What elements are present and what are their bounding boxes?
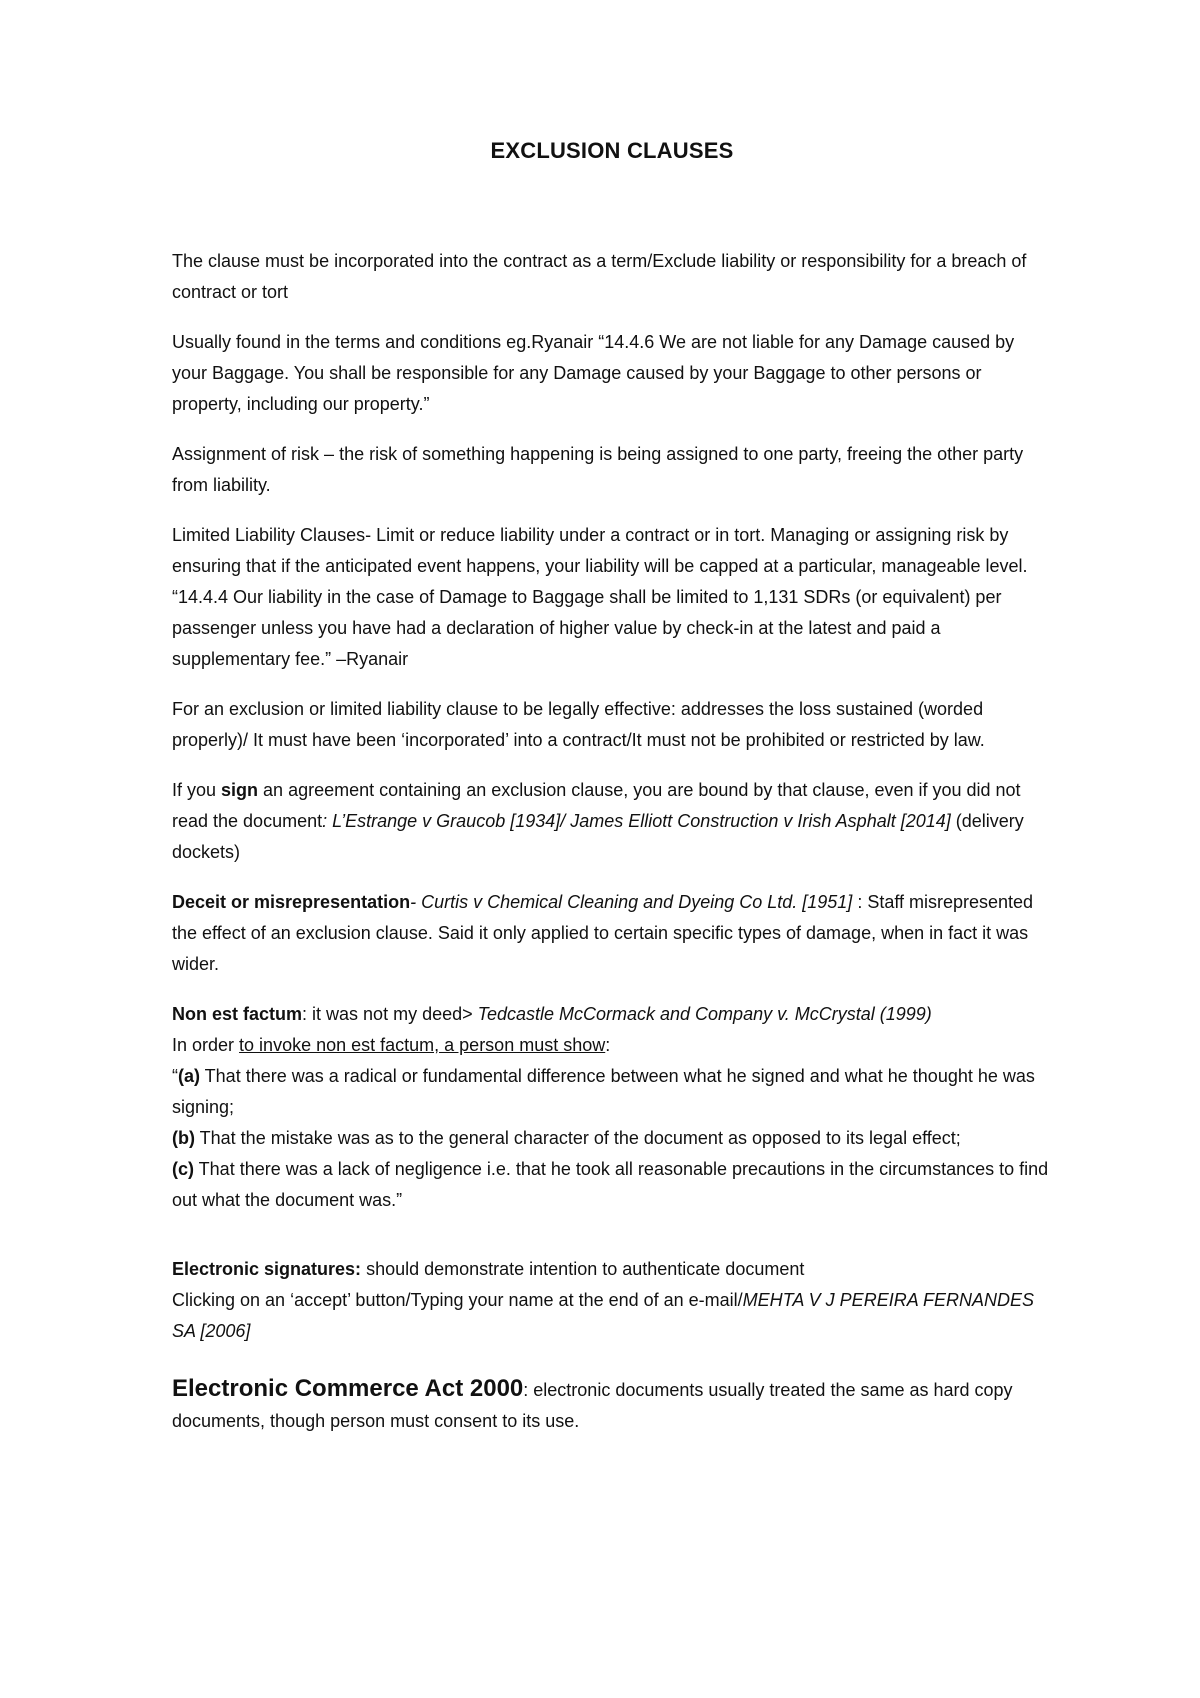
case-citation: - Curtis v Chemical Cleaning and Dyeing Co Ltd. [1951] — [410, 892, 853, 912]
heading-deceit: Deceit or misrepresentation — [172, 892, 411, 912]
text-run: : Staff misrepresented the effect of an exclusion clause. Said it only applied to certain specific types of damage, when in fact it was wider. — [172, 892, 1034, 974]
paragraph-legally-effective: For an exclusion or limited liability clause to be legally effective: addresses the loss sustained (worded properly)/ It must have been ‘incorporated’ into a contract/It must not be prohibited or restricted by law. — [172, 699, 985, 750]
document-page — [172, 138, 1052, 1456]
list-label-a: (a) — [178, 1066, 200, 1086]
paragraph-ryanair-example: Usually found in the terms and conditions eg.Ryanair “14.4.6 We are not liable for any Damage caused by your Baggage. You shall be responsible for any Damage caused by your Baggage to other persons or property, including our property.” — [172, 332, 1015, 414]
spacer — [172, 1235, 1052, 1254]
paragraph-incorporation: The clause must be incorporated into the contract as a term/Exclude liability or responsibility for a breach of contract or tort — [172, 251, 1027, 302]
case-citation: MEHTA V J PEREIRA FERNANDES SA [2006] — [172, 1290, 1035, 1341]
text-run: “ — [172, 1066, 178, 1086]
text-run: If you — [172, 780, 222, 800]
heading-electronic-commerce-act: Electronic Commerce Act 2000 — [172, 1375, 524, 1402]
text-run: Clicking on an ‘accept’ button/Typing your name at the end of an e-mail/ — [172, 1290, 743, 1310]
heading-non-est-factum: Non est factum — [172, 1004, 303, 1024]
paragraph-assignment-of-risk: Assignment of risk – the risk of something happening is being assigned to one party, freeing the other party from liability. — [172, 444, 1024, 495]
paragraph-electronic-signatures — [172, 1254, 1052, 1347]
text-run: should demonstrate intention to authenticate document — [361, 1259, 805, 1279]
text-run: In order — [172, 1035, 240, 1055]
paragraph-deceit — [172, 887, 1052, 980]
heading-electronic-signatures: Electronic signatures: — [172, 1259, 362, 1279]
bold-sign: sign — [221, 780, 259, 800]
text-run: : it was not my deed> — [302, 1004, 478, 1024]
list-label-c: (c) — [172, 1159, 194, 1179]
paragraph-signature — [172, 775, 1052, 868]
text-run: (delivery dockets) — [172, 811, 1024, 862]
case-citation: Tedcastle McCormack and Company v. McCrystal (1999) — [477, 1004, 932, 1024]
list-label-b: (b) — [172, 1128, 195, 1148]
list-text-b: That the mistake was as to the general character of the document as opposed to its legal effect; — [194, 1128, 961, 1148]
text-run: an agreement containing an exclusion clause, you are bound by that clause, even if you did not read the document — [172, 780, 1021, 831]
paragraph-non-est-factum — [172, 999, 1052, 1216]
text-run: : — [605, 1035, 611, 1055]
paragraph-limited-liability: Limited Liability Clauses- Limit or reduce liability under a contract or in tort. Managing or assigning risk by ensuring that if the anticipated event happens, your liability will be capped at a particular, manageable level. “14.4.4 Our liability in the case of Damage to Baggage shall be limited to 1,131 SDRs (or equivalent) per passenger unless you have had a declaration of higher value by check-in at the latest and paid a supplementary fee.” –Ryanair — [172, 525, 1028, 669]
underlined-text: to invoke non est factum, a person must show — [239, 1035, 606, 1055]
case-citation: : L’Estrange v Graucob [1934]/ James Elliott Construction v Irish Asphalt [2014] — [322, 811, 951, 831]
list-text-c: That there was a lack of negligence i.e. that he took all reasonable precautions in the circumstances to find out what the document was.” — [172, 1159, 1049, 1210]
paragraph-electronic-commerce-act — [172, 1373, 1052, 1437]
text-run: : electronic documents usually treated the same as hard copy documents, though person must consent to its use. — [172, 1380, 1013, 1431]
list-text-a: That there was a radical or fundamental difference between what he signed and what he thought he was signing; — [172, 1066, 1035, 1117]
document-title: EXCLUSION CLAUSES — [490, 138, 734, 163]
